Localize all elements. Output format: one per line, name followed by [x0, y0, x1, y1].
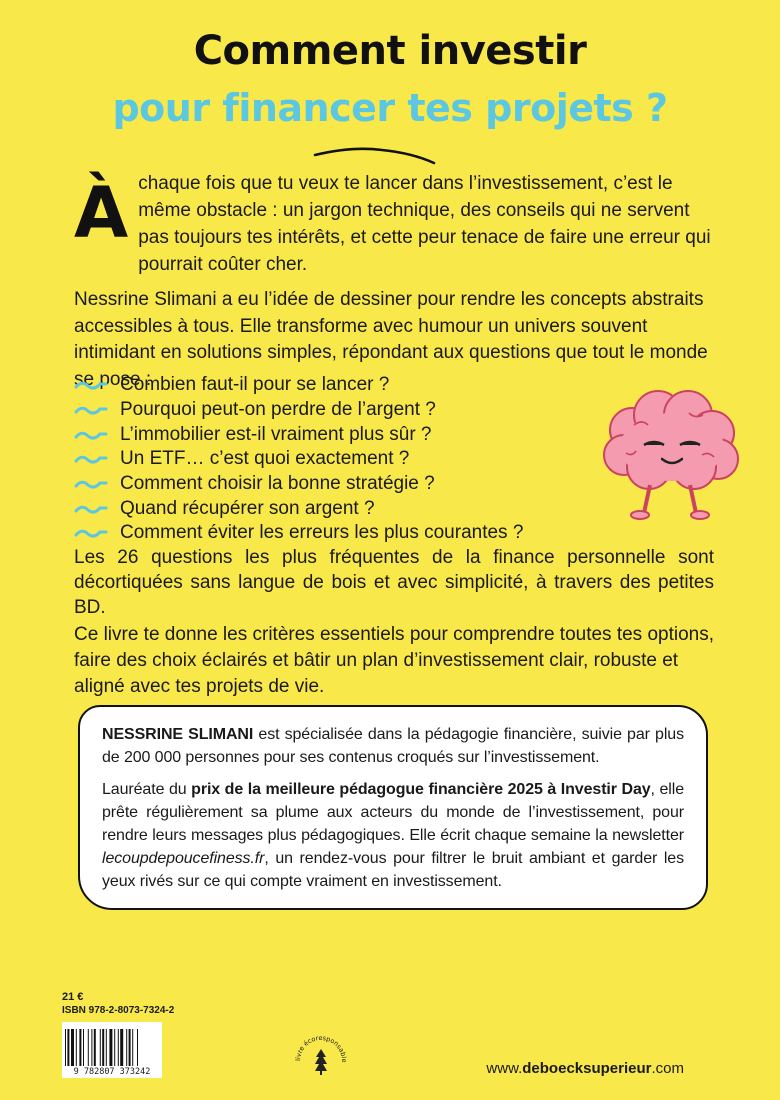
- bio-paragraph-1: [102, 723, 684, 769]
- barcode-bar: [79, 1029, 81, 1069]
- title-underline-swoosh: [312, 143, 437, 165]
- wave-bullet-icon: [74, 403, 108, 417]
- url-suffix: .com: [651, 1060, 684, 1077]
- url-domain: deboecksuperieur: [522, 1060, 652, 1077]
- barcode-bar: [71, 1029, 74, 1069]
- question-text: L’immobilier est-il vraiment plus sûr ?: [120, 423, 432, 445]
- question-item: [74, 472, 574, 497]
- intro-paragraph: [74, 170, 714, 278]
- bio-text-2a: Lauréate du: [102, 781, 192, 798]
- wave-bullet-icon: [74, 428, 108, 442]
- publisher-url: [486, 1060, 684, 1077]
- benefits-paragraph: Ce livre te donne les critères essentiels pour comprendre toutes tes options, faire des choix éclairés et bâtir un plan d’investissement clair, robuste et aligné avec tes projets de vie.: [74, 624, 714, 697]
- barcode-bar: [106, 1029, 107, 1069]
- barcode-bar: [129, 1029, 131, 1069]
- question-item: [74, 422, 574, 447]
- wave-bullet-icon: [74, 526, 108, 540]
- barcode-digits: 9 782807 373242: [62, 1066, 162, 1078]
- bio-text-2b: , elle prête régulièrement sa plume aux acteurs du monde de l’investissement, pour rendre leurs messages plus pédagogiques. Elle écrit chaque semaine la newsletter: [102, 781, 684, 844]
- question-text: Comment choisir la bonne stratégie ?: [120, 473, 435, 495]
- wave-bullet-icon: [74, 477, 108, 491]
- question-item: [74, 521, 574, 546]
- brain-mascot-illustration: [594, 385, 744, 525]
- logo-text: livre écoresponsable: [293, 1033, 349, 1063]
- drop-cap: À: [74, 172, 129, 254]
- title-line-2: pour financer tes projets ?: [112, 86, 668, 130]
- barcode-bar: [100, 1029, 101, 1069]
- barcode-bar: [132, 1029, 133, 1069]
- intro-text: chaque fois que tu veux te lancer dans l’investissement, c’est le même obstacle : un jargon technique, des conseils qui ne servent pas toujours tes intérêts, et cette peur tenace de faire une erreur qui pourrait coûter cher.: [138, 173, 711, 275]
- author-bio-box: [78, 705, 708, 910]
- barcode-bar: [114, 1029, 115, 1069]
- url-prefix: www.: [486, 1060, 523, 1077]
- wave-bullet-icon: [74, 452, 108, 466]
- question-item: [74, 373, 574, 398]
- author-intro-paragraph: Nessrine Slimani a eu l’idée de dessiner pour rendre les concepts abstraits accessibles à tous. Elle transforme avec humour un univers souvent intimidant en solutions simples, répondant aux questions que tout le monde se pose :: [74, 289, 708, 390]
- question-text: Comment éviter les erreurs les plus courantes ?: [120, 522, 524, 544]
- barcode-bar: [83, 1029, 84, 1069]
- eco-responsible-logo: [290, 1025, 352, 1087]
- question-item: [74, 496, 574, 521]
- questions-list: [74, 373, 574, 546]
- barcode-bar: [118, 1029, 119, 1069]
- barcode-bar: [137, 1029, 138, 1069]
- author-name: NESSRINE SLIMANI: [102, 726, 254, 743]
- wave-bullet-icon: [74, 378, 108, 392]
- barcode-bar: [109, 1029, 112, 1069]
- award-text: prix de la meilleure pédagogue financière 2025 à Investir Day: [191, 781, 651, 798]
- barcode-bar: [91, 1029, 92, 1069]
- barcode-bar: [76, 1029, 77, 1069]
- question-item: [74, 398, 574, 423]
- question-item: [74, 447, 574, 472]
- barcode-bar: [65, 1029, 66, 1069]
- tree-icon: [315, 1049, 327, 1071]
- barcode-bar: [94, 1029, 96, 1069]
- price: 21 €: [62, 991, 84, 1003]
- question-text: Combien faut-il pour se lancer ?: [120, 374, 390, 396]
- barcode-bar: [120, 1029, 123, 1069]
- bio-text-2c: , un rendez-vous pour filtrer le bruit ambiant et garder les yeux rivés sur ce qui compte vraiment en investissement.: [102, 850, 684, 890]
- title-line-1: Comment investir: [193, 28, 587, 74]
- barcode-bar: [102, 1029, 104, 1069]
- newsletter-link: lecoupdepoucefiness.fr: [102, 850, 265, 867]
- bio-text-1: est spécialisée dans la pédagogie financière, suivie par plus de 200 000 personnes pour ses contenus croqués sur l’investissement.: [102, 726, 684, 766]
- isbn: ISBN 978-2-8073-7324-2: [62, 1005, 175, 1016]
- question-text: Pourquoi peut-on perdre de l’argent ?: [120, 399, 436, 421]
- bio-paragraph-2: [102, 778, 684, 893]
- question-text: Un ETF… c’est quoi exactement ?: [120, 448, 410, 470]
- barcode-bar: [67, 1029, 69, 1069]
- question-text: Quand récupérer son argent ?: [120, 497, 375, 519]
- content-paragraph: Les 26 questions les plus fréquentes de la finance personnelle sont décortiquées sans langue de bois et avec simplicité, à travers des petites BD.: [74, 547, 714, 618]
- wave-bullet-icon: [74, 502, 108, 516]
- barcode-bar: [126, 1029, 127, 1069]
- barcode-bar: [88, 1029, 89, 1069]
